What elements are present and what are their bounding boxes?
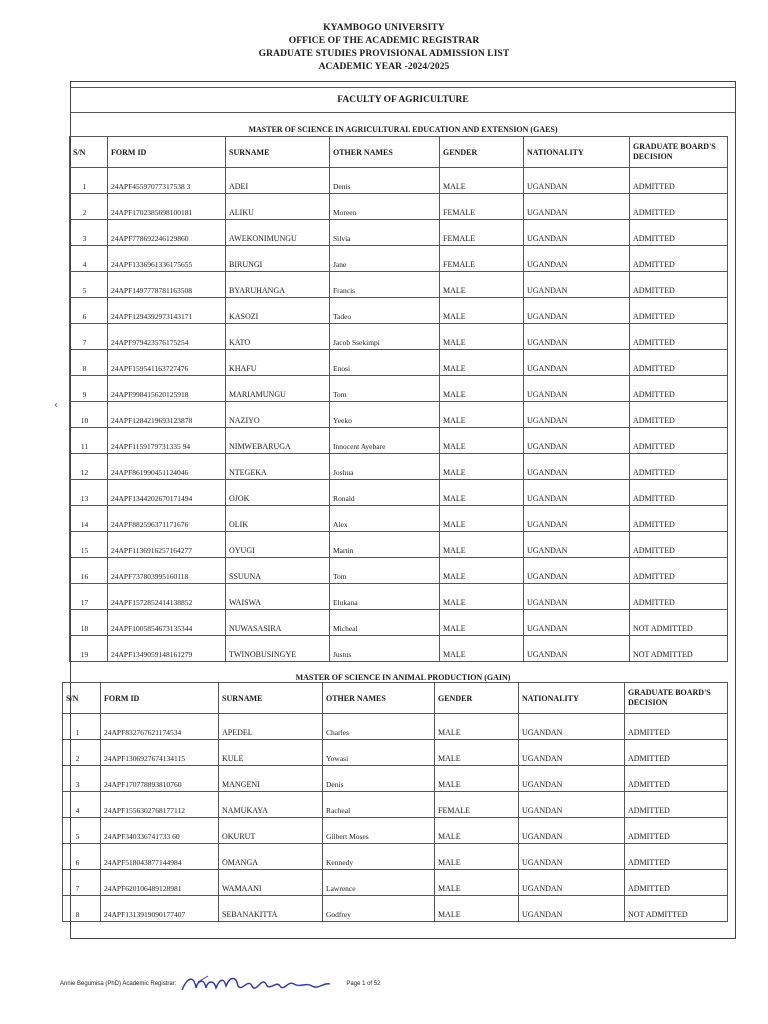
form-id: 24APF1556302768177112	[101, 792, 219, 818]
nationality: UGANDAN	[524, 636, 630, 662]
form-id: 24APF1349059148161279	[108, 636, 226, 662]
form-id: 24APF1702385698100181	[108, 194, 226, 220]
board-decision: ADMITTED	[630, 324, 728, 350]
board-decision: ADMITTED	[630, 246, 728, 272]
surname: AWEKONIMUNGU	[226, 220, 330, 246]
form-id: 24APF1313919090177407	[101, 896, 219, 922]
table-row	[70, 272, 728, 298]
table-row	[63, 792, 728, 818]
office-name: OFFICE OF THE ACADEMIC REGISTRAR	[288, 36, 480, 46]
serial-number: 14	[70, 506, 108, 532]
other-names: Moreen	[330, 194, 440, 220]
other-names: Silvia	[330, 220, 440, 246]
board-decision: ADMITTED	[630, 584, 728, 610]
other-names: Kennedy	[323, 844, 435, 870]
nationality: UGANDAN	[524, 376, 630, 402]
table-header-row	[70, 137, 728, 168]
surname: BIRUNGI	[226, 246, 330, 272]
form-id: 24APF861990451124046	[108, 454, 226, 480]
other-names: Yowasi	[323, 740, 435, 766]
col-surname: SURNAME	[226, 137, 330, 168]
gender: MALE	[440, 454, 524, 480]
table-row	[63, 844, 728, 870]
surname: MARIAMUNGU	[226, 376, 330, 402]
form-id: 24APF998415620125918	[108, 376, 226, 402]
serial-number: 5	[63, 818, 101, 844]
surname: KULE	[219, 740, 323, 766]
surname: APEDEL	[219, 714, 323, 740]
other-names: Francis	[330, 272, 440, 298]
other-names: Racheal	[323, 792, 435, 818]
nationality: UGANDAN	[524, 220, 630, 246]
board-decision: ADMITTED	[630, 168, 728, 194]
col-gender: GENDER	[435, 683, 519, 714]
serial-number: 9	[70, 376, 108, 402]
surname: OMANGA	[219, 844, 323, 870]
nationality: UGANDAN	[524, 532, 630, 558]
board-decision: ADMITTED	[625, 714, 728, 740]
surname: SEBANAKITTA	[219, 896, 323, 922]
table-row	[70, 480, 728, 506]
serial-number: 19	[70, 636, 108, 662]
table-row	[70, 194, 728, 220]
gender: MALE	[440, 558, 524, 584]
board-decision: ADMITTED	[625, 766, 728, 792]
gender: MALE	[440, 428, 524, 454]
serial-number: 1	[63, 714, 101, 740]
nationality: UGANDAN	[524, 454, 630, 480]
other-names: Denis	[323, 766, 435, 792]
nationality: UGANDAN	[519, 896, 625, 922]
table-row	[70, 324, 728, 350]
form-id: 24APF159541163727476	[108, 350, 226, 376]
gender: MALE	[435, 714, 519, 740]
other-names: Innocent Ayebare	[330, 428, 440, 454]
serial-number: 5	[70, 272, 108, 298]
serial-number: 18	[70, 610, 108, 636]
university-name: KYAMBOGO UNIVERSITY	[323, 23, 445, 33]
nationality: UGANDAN	[524, 506, 630, 532]
page-footer	[60, 972, 380, 996]
serial-number: 12	[70, 454, 108, 480]
registrar-signature	[178, 972, 338, 996]
col-nationality: NATIONALITY	[524, 137, 630, 168]
surname: NUWASASIRA	[226, 610, 330, 636]
col-gender: GENDER	[440, 137, 524, 168]
nationality: UGANDAN	[524, 402, 630, 428]
board-decision: ADMITTED	[625, 818, 728, 844]
gender: FEMALE	[440, 220, 524, 246]
other-names: Elukana	[330, 584, 440, 610]
program-title-gaes: MASTER OF SCIENCE IN AGRICULTURAL EDUCATION AND EXTENSION (GAES)	[248, 125, 558, 134]
other-names: Micheal	[330, 610, 440, 636]
serial-number: 4	[70, 246, 108, 272]
gender: MALE	[440, 376, 524, 402]
nationality: UGANDAN	[519, 740, 625, 766]
col-form-id: FORM ID	[101, 683, 219, 714]
gender: MALE	[440, 610, 524, 636]
table-row	[70, 610, 728, 636]
form-id: 24APF737803995160118	[108, 558, 226, 584]
nationality: UGANDAN	[519, 792, 625, 818]
other-names: Ronald	[330, 480, 440, 506]
nationality: UGANDAN	[519, 870, 625, 896]
table-row	[70, 532, 728, 558]
surname: WAISWA	[226, 584, 330, 610]
table-row	[63, 766, 728, 792]
gender: MALE	[440, 168, 524, 194]
form-id: 24APF45597077317538 3	[108, 168, 226, 194]
form-id: 24APF778692246129860	[108, 220, 226, 246]
surname: KASOZI	[226, 298, 330, 324]
other-names: Martin	[330, 532, 440, 558]
other-names: Charles	[323, 714, 435, 740]
nationality: UGANDAN	[524, 350, 630, 376]
board-decision: ADMITTED	[625, 870, 728, 896]
table-row	[70, 506, 728, 532]
other-names: Lawrence	[323, 870, 435, 896]
serial-number: 4	[63, 792, 101, 818]
table-row	[70, 350, 728, 376]
other-names: Alex	[330, 506, 440, 532]
admission-sheet	[66, 81, 736, 939]
col-nationality: NATIONALITY	[519, 683, 625, 714]
gender: FEMALE	[440, 194, 524, 220]
table-row	[70, 246, 728, 272]
other-names: Tadeo	[330, 298, 440, 324]
table-row	[70, 168, 728, 194]
nationality: UGANDAN	[524, 480, 630, 506]
surname: SSUUNA	[226, 558, 330, 584]
gender: MALE	[440, 324, 524, 350]
serial-number: 3	[70, 220, 108, 246]
form-id: 24APF340336741733 60	[101, 818, 219, 844]
board-decision: ADMITTED	[630, 272, 728, 298]
table-header-row	[63, 683, 728, 714]
gender: MALE	[435, 818, 519, 844]
surname: KATO	[226, 324, 330, 350]
board-decision: NOT ADMITTED	[630, 636, 728, 662]
surname: TWINOBUSINGYE	[226, 636, 330, 662]
board-decision: ADMITTED	[630, 532, 728, 558]
serial-number: 7	[63, 870, 101, 896]
serial-number: 6	[70, 298, 108, 324]
gender: FEMALE	[435, 792, 519, 818]
board-decision: NOT ADMITTED	[625, 896, 728, 922]
board-decision: ADMITTED	[625, 792, 728, 818]
form-id: 24APF1136916257164277	[108, 532, 226, 558]
form-id: 24APF1497778781163508	[108, 272, 226, 298]
table-row	[70, 220, 728, 246]
nationality: UGANDAN	[519, 766, 625, 792]
table-row	[70, 402, 728, 428]
col-decision: GRADUATE BOARD'S DECISION	[630, 137, 728, 168]
col-sn: S/N	[70, 137, 108, 168]
surname: OKURUT	[219, 818, 323, 844]
surname: ADEI	[226, 168, 330, 194]
serial-number: 3	[63, 766, 101, 792]
nationality: UGANDAN	[524, 324, 630, 350]
surname: OJOK	[226, 480, 330, 506]
gender: MALE	[435, 740, 519, 766]
gender: MALE	[440, 350, 524, 376]
col-form-id: FORM ID	[108, 137, 226, 168]
nationality: UGANDAN	[524, 428, 630, 454]
surname: ALIKU	[226, 194, 330, 220]
gender: MALE	[440, 402, 524, 428]
gender: MALE	[440, 272, 524, 298]
gender: FEMALE	[440, 246, 524, 272]
nationality: UGANDAN	[524, 194, 630, 220]
table-row	[63, 870, 728, 896]
form-id: 24APF170778893810760	[101, 766, 219, 792]
serial-number: 7	[70, 324, 108, 350]
col-sn: S/N	[63, 683, 101, 714]
other-names: Godfrey	[323, 896, 435, 922]
form-id: 24APF1306927674134115	[101, 740, 219, 766]
serial-number: 15	[70, 532, 108, 558]
board-decision: ADMITTED	[630, 298, 728, 324]
table-row	[70, 298, 728, 324]
other-names: Jane	[330, 246, 440, 272]
form-id: 24APF1294392973143171	[108, 298, 226, 324]
board-decision: ADMITTED	[630, 194, 728, 220]
serial-number: 1	[70, 168, 108, 194]
form-id: 24APF979423576175254	[108, 324, 226, 350]
col-other-names: OTHER NAMES	[330, 137, 440, 168]
serial-number: 6	[63, 844, 101, 870]
other-names: Joshua	[330, 454, 440, 480]
serial-number: 8	[70, 350, 108, 376]
nationality: UGANDAN	[519, 844, 625, 870]
form-id: 24APF1159179731335 94	[108, 428, 226, 454]
board-decision: ADMITTED	[630, 506, 728, 532]
nationality: UGANDAN	[524, 298, 630, 324]
form-id: 24APF882596371171676	[108, 506, 226, 532]
document-header	[0, 22, 768, 74]
nationality: UGANDAN	[524, 168, 630, 194]
form-id: 24APF1572852414138852	[108, 584, 226, 610]
surname: OYUGI	[226, 532, 330, 558]
table-row	[70, 584, 728, 610]
list-title: GRADUATE STUDIES PROVISIONAL ADMISSION LIST	[258, 49, 510, 59]
form-id: 24APF620106489128981	[101, 870, 219, 896]
gender: MALE	[435, 766, 519, 792]
gender: MALE	[440, 584, 524, 610]
nationality: UGANDAN	[519, 818, 625, 844]
program-title-gain: MASTER OF SCIENCE IN ANIMAL PRODUCTION (GAIN)	[295, 673, 511, 682]
nationality: UGANDAN	[519, 714, 625, 740]
nationality: UGANDAN	[524, 246, 630, 272]
academic-year: ACADEMIC YEAR -2024/2025	[318, 62, 450, 72]
other-names: Tom	[330, 376, 440, 402]
table-row	[70, 376, 728, 402]
gender: MALE	[435, 844, 519, 870]
margin-mark-icon: ‹	[54, 400, 58, 411]
surname: NIMWEBARUGA	[226, 428, 330, 454]
serial-number: 2	[70, 194, 108, 220]
col-other-names: OTHER NAMES	[323, 683, 435, 714]
table-row	[63, 818, 728, 844]
gender: MALE	[440, 298, 524, 324]
board-decision: ADMITTED	[630, 220, 728, 246]
board-decision: ADMITTED	[625, 740, 728, 766]
gender: MALE	[440, 506, 524, 532]
serial-number: 11	[70, 428, 108, 454]
form-id: 24APF1344202670171494	[108, 480, 226, 506]
table-row	[63, 714, 728, 740]
board-decision: NOT ADMITTED	[630, 610, 728, 636]
gender: MALE	[440, 636, 524, 662]
surname: WAMAANI	[219, 870, 323, 896]
other-names: Denis	[330, 168, 440, 194]
board-decision: ADMITTED	[625, 844, 728, 870]
gender: MALE	[440, 480, 524, 506]
gender: MALE	[435, 870, 519, 896]
table-row	[70, 558, 728, 584]
serial-number: 2	[63, 740, 101, 766]
board-decision: ADMITTED	[630, 428, 728, 454]
board-decision: ADMITTED	[630, 480, 728, 506]
form-id: 24APF1336961336175655	[108, 246, 226, 272]
surname: MANGENI	[219, 766, 323, 792]
faculty-title: FACULTY OF AGRICULTURE	[337, 95, 469, 105]
other-names: Yeeko	[330, 402, 440, 428]
table-row	[63, 740, 728, 766]
serial-number: 13	[70, 480, 108, 506]
other-names: Jacob Ssekimpi	[330, 324, 440, 350]
board-decision: ADMITTED	[630, 558, 728, 584]
other-names: Gilbert Moses	[323, 818, 435, 844]
nationality: UGANDAN	[524, 272, 630, 298]
serial-number: 8	[63, 896, 101, 922]
surname: NTEGEKA	[226, 454, 330, 480]
board-decision: ADMITTED	[630, 402, 728, 428]
serial-number: 10	[70, 402, 108, 428]
table-row	[70, 454, 728, 480]
surname: BYARUHANGA	[226, 272, 330, 298]
form-id: 24APF518043877144984	[101, 844, 219, 870]
surname: KHAFU	[226, 350, 330, 376]
col-surname: SURNAME	[219, 683, 323, 714]
board-decision: ADMITTED	[630, 350, 728, 376]
nationality: UGANDAN	[524, 610, 630, 636]
serial-number: 17	[70, 584, 108, 610]
serial-number: 16	[70, 558, 108, 584]
board-decision: ADMITTED	[630, 454, 728, 480]
form-id: 24APF1005854673135344	[108, 610, 226, 636]
nationality: UGANDAN	[524, 558, 630, 584]
table-row	[70, 428, 728, 454]
registrar-label: Annie Begumisa (PhD) Academic Registrar:	[60, 981, 177, 987]
board-decision: ADMITTED	[630, 376, 728, 402]
table-row	[70, 636, 728, 662]
gaes-admission-table	[69, 136, 728, 662]
gain-admission-table	[62, 682, 728, 922]
surname: NAZIYO	[226, 402, 330, 428]
gender: MALE	[440, 532, 524, 558]
page-number: Page 1 of 52	[346, 981, 381, 987]
surname: OLIK	[226, 506, 330, 532]
form-id: 24APF832767621174534	[101, 714, 219, 740]
table-row	[63, 896, 728, 922]
gender: MALE	[435, 896, 519, 922]
nationality: UGANDAN	[524, 584, 630, 610]
surname: NAMUKAYA	[219, 792, 323, 818]
form-id: 24APF1284219693123878	[108, 402, 226, 428]
other-names: Tom	[330, 558, 440, 584]
other-names: Justus	[330, 636, 440, 662]
col-decision: GRADUATE BOARD'S DECISION	[625, 683, 728, 714]
other-names: Enosi	[330, 350, 440, 376]
